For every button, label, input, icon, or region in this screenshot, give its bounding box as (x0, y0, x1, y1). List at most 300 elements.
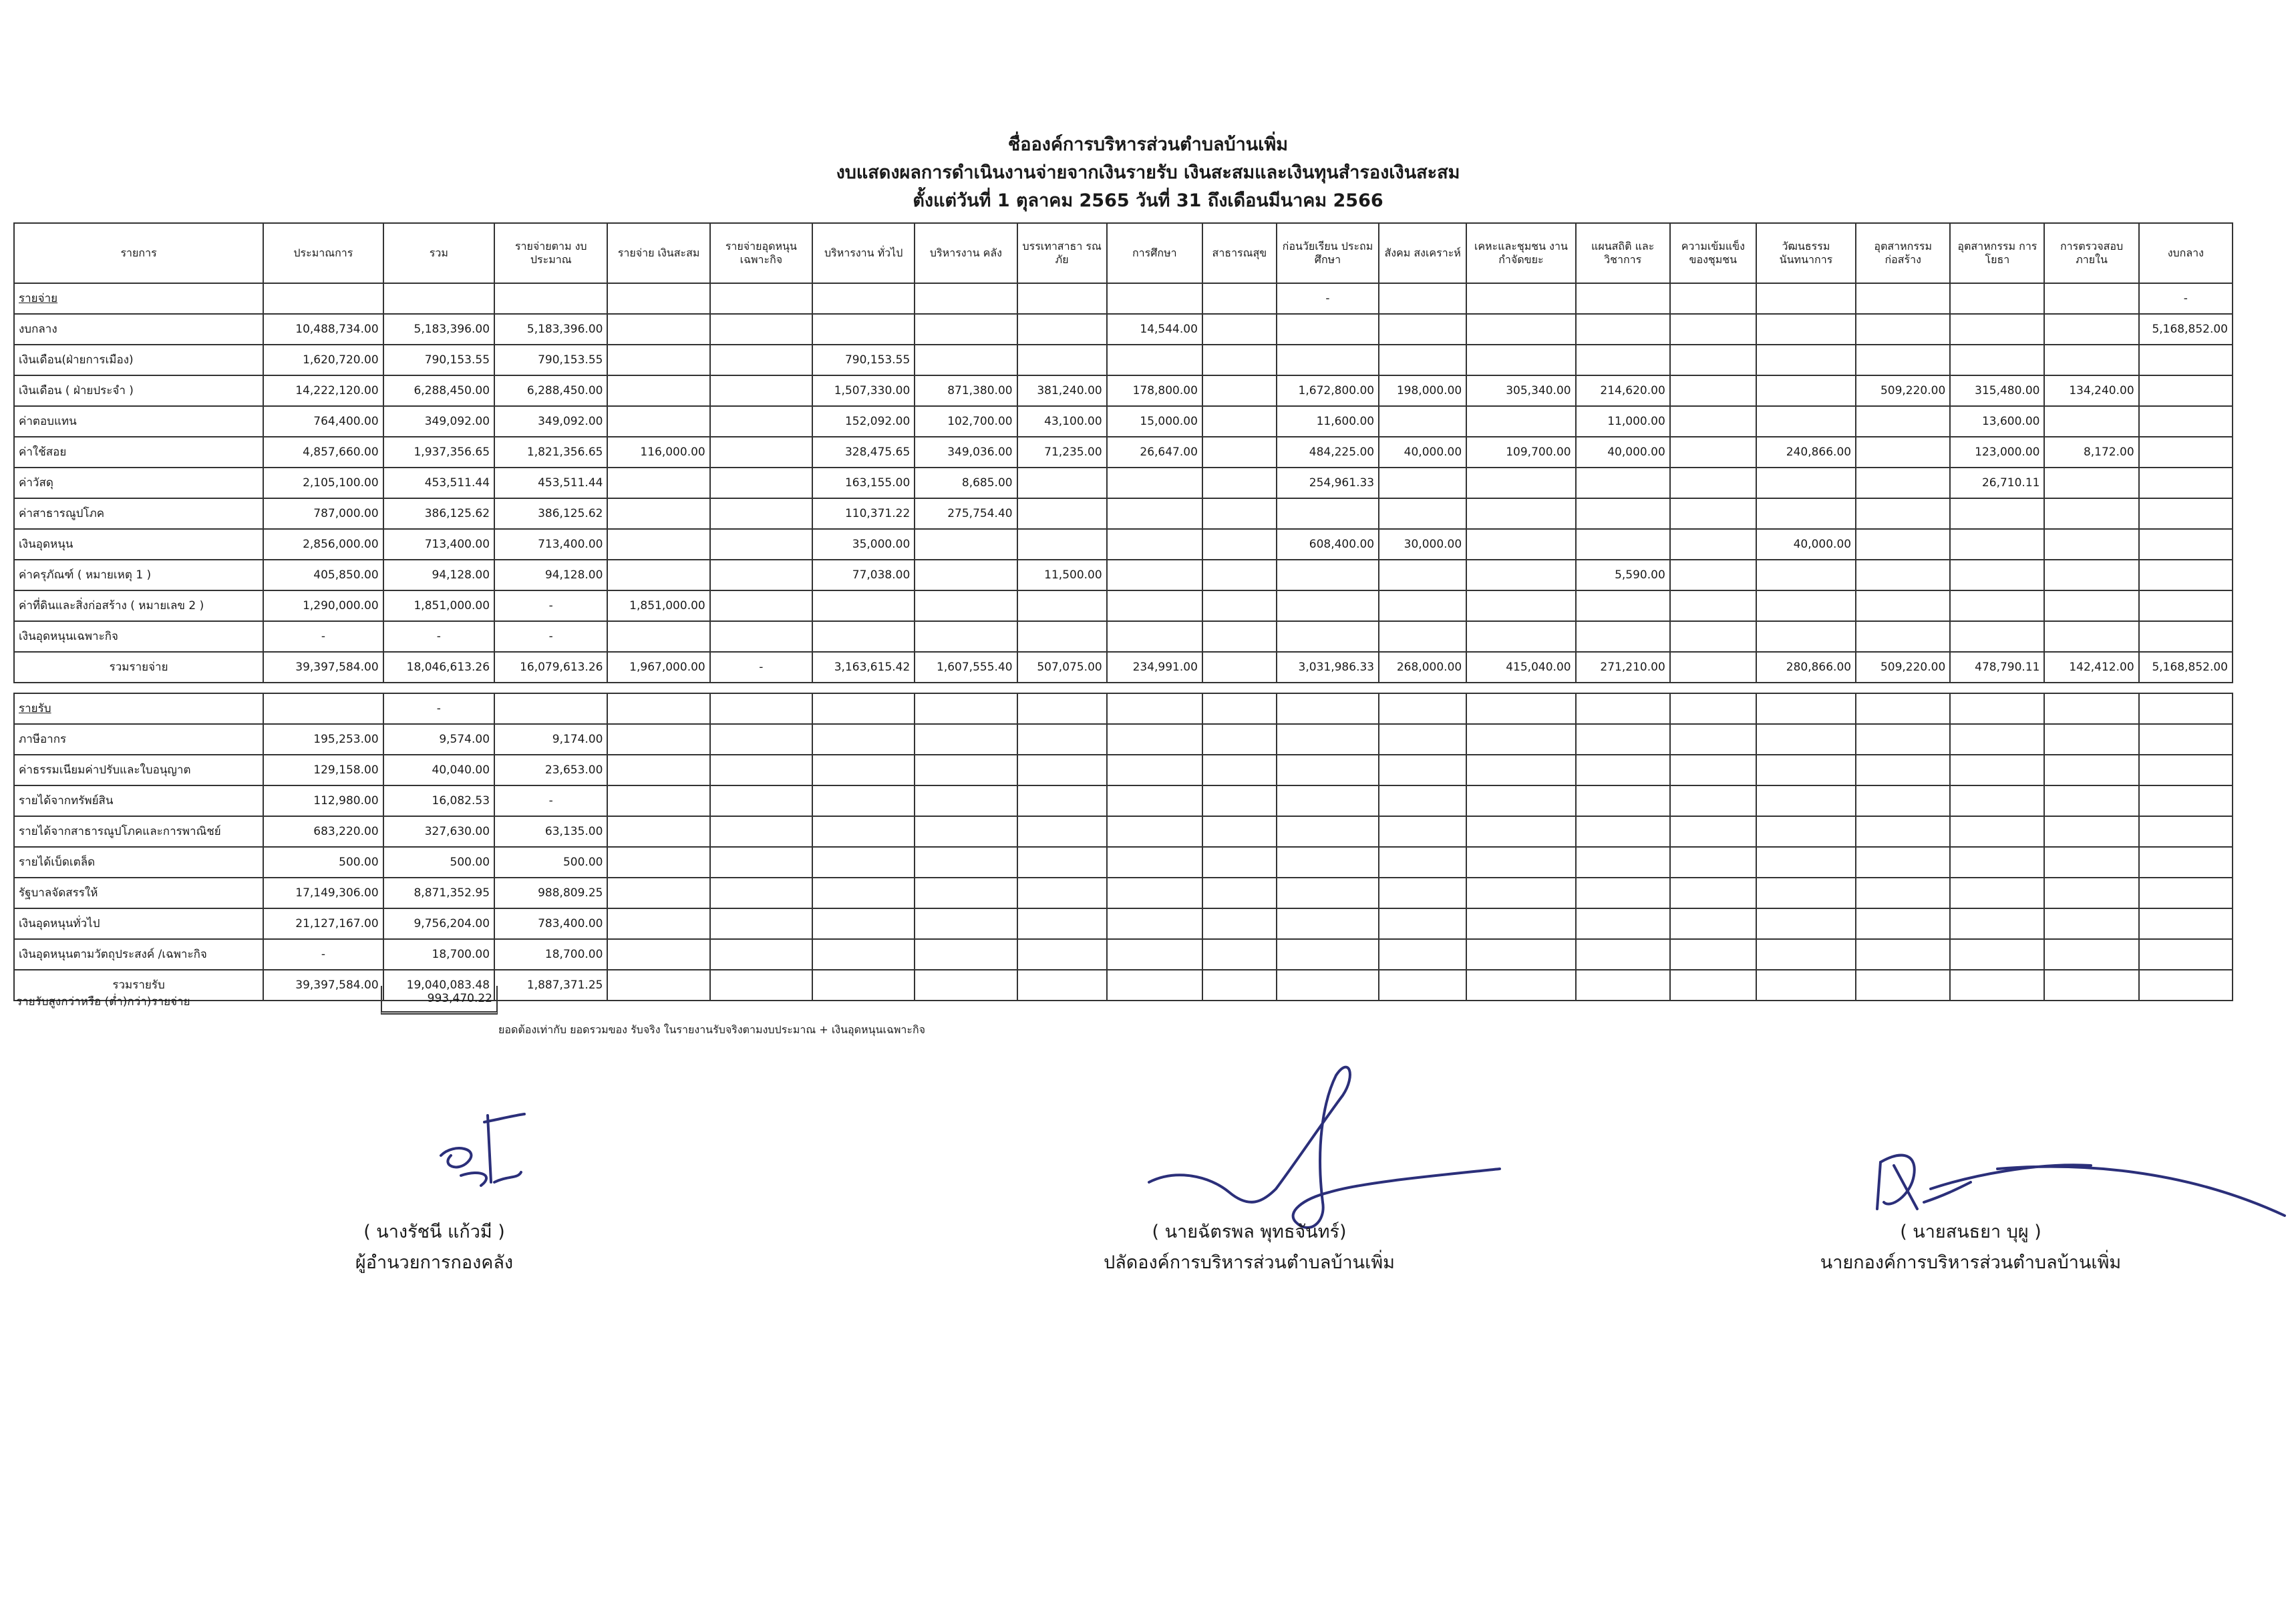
table-cell (812, 590, 915, 621)
table-cell (1756, 468, 1856, 498)
table-cell (2044, 785, 2138, 816)
table-cell (2044, 908, 2138, 939)
table-cell (1670, 590, 1756, 621)
table-cell (1107, 560, 1202, 590)
table-cell (812, 755, 915, 785)
table-cell (1670, 693, 1756, 724)
table-row (14, 406, 2233, 437)
table-row (14, 908, 2233, 939)
table-cell: 15,000.00 (1107, 406, 1202, 437)
table-cell (1466, 847, 1575, 878)
table-cell (1856, 693, 1950, 724)
table-cell (710, 847, 812, 878)
table-cell (1107, 529, 1202, 560)
table-cell: 63,135.00 (494, 816, 607, 847)
total-cell (1576, 970, 1670, 1001)
table-cell (1856, 939, 1950, 970)
row-label: ค่าตอบแทน (14, 406, 263, 437)
column-header: ประมาณการ (263, 223, 383, 283)
row-label: รายได้จากสาธารณูปโภคและการพาณิชย์ (14, 816, 263, 847)
table-cell (1017, 939, 1107, 970)
table-cell: 790,153.55 (812, 345, 915, 375)
table-cell (1670, 621, 1756, 652)
table-cell (2044, 498, 2138, 529)
table-cell (812, 816, 915, 847)
table-cell: 328,475.65 (812, 437, 915, 468)
table-cell (2139, 908, 2233, 939)
table-cell (1950, 755, 2044, 785)
table-cell: 26,647.00 (1107, 437, 1202, 468)
table-cell (1017, 816, 1107, 847)
table-cell (1856, 314, 1950, 345)
table-cell (812, 693, 915, 724)
table-cell (1277, 755, 1379, 785)
table-cell (1576, 498, 1670, 529)
table-cell (1576, 314, 1670, 345)
table-cell (607, 939, 709, 970)
table-cell (1277, 847, 1379, 878)
table-cell (1576, 529, 1670, 560)
table-cell: 17,149,306.00 (263, 878, 383, 908)
table-cell (1202, 437, 1277, 468)
table-cell (1202, 406, 1277, 437)
total-cell (1856, 970, 1950, 1001)
table-cell (1202, 724, 1277, 755)
table-cell (1950, 529, 2044, 560)
total-cell: 142,412.00 (2044, 652, 2138, 683)
table-cell: 500.00 (383, 847, 494, 878)
table-cell (2044, 621, 2138, 652)
table-cell: 214,620.00 (1576, 375, 1670, 406)
table-cell: 500.00 (494, 847, 607, 878)
table-cell (1670, 755, 1756, 785)
column-header: สังคม สงเคราะห์ (1379, 223, 1466, 283)
table-cell (1017, 283, 1107, 314)
total-cell: 5,168,852.00 (2139, 652, 2233, 683)
table-cell (263, 693, 383, 724)
table-cell: - (263, 939, 383, 970)
table-cell: 1,620,720.00 (263, 345, 383, 375)
table-cell: 254,961.33 (1277, 468, 1379, 498)
table-cell (2139, 755, 2233, 785)
table-cell (1107, 878, 1202, 908)
table-cell (2139, 437, 2233, 468)
column-header: ความเข้มแข็ง ของชุมชน (1670, 223, 1756, 283)
table-cell: - (494, 621, 607, 652)
table-cell: 6,288,450.00 (494, 375, 607, 406)
table-cell (2139, 785, 2233, 816)
table-cell: - (263, 621, 383, 652)
table-cell (1856, 724, 1950, 755)
total-cell: 39,397,584.00 (263, 652, 383, 683)
table-cell (1950, 314, 2044, 345)
total-cell (1017, 970, 1107, 1001)
table-cell (1017, 345, 1107, 375)
table-cell (1576, 345, 1670, 375)
total-cell: 1,607,555.40 (915, 652, 1017, 683)
table-cell (1017, 529, 1107, 560)
table-cell (1950, 724, 2044, 755)
signatory-2-position: ปลัดองค์การบริหารส่วนตำบลบ้านเพิ่ม (1104, 1252, 1395, 1273)
column-header: รายจ่ายตาม งบประมาณ (494, 223, 607, 283)
total-cell (607, 970, 709, 1001)
table-cell (1379, 498, 1466, 529)
column-header: การตรวจสอบ ภายใน (2044, 223, 2138, 283)
table-cell (1466, 560, 1575, 590)
table-cell (1856, 785, 1950, 816)
table-cell (812, 878, 915, 908)
total-cell: 280,866.00 (1756, 652, 1856, 683)
table-cell: 500.00 (263, 847, 383, 878)
table-cell (2139, 816, 2233, 847)
table-cell (1576, 283, 1670, 314)
column-header: ก่อนวัยเรียน ประถมศึกษา (1277, 223, 1379, 283)
table-cell (1202, 908, 1277, 939)
table-cell: 349,036.00 (915, 437, 1017, 468)
table-cell (1670, 314, 1756, 345)
table-cell (2139, 375, 2233, 406)
table-cell (1017, 878, 1107, 908)
table-cell (812, 847, 915, 878)
table-cell (1017, 314, 1107, 345)
table-cell (1670, 878, 1756, 908)
table-cell (1017, 468, 1107, 498)
table-cell (710, 939, 812, 970)
table-cell (1202, 590, 1277, 621)
table-cell: 16,082.53 (383, 785, 494, 816)
table-cell (1670, 468, 1756, 498)
org-title: ชื่อองค์การบริหารส่วนตำบลบ้านเพิ่ม (1007, 134, 1289, 155)
table-cell (710, 590, 812, 621)
table-cell (1856, 878, 1950, 908)
table-cell (1576, 785, 1670, 816)
table-cell: 123,000.00 (1950, 437, 2044, 468)
table-cell (1670, 345, 1756, 375)
table-cell (1856, 590, 1950, 621)
table-cell (1670, 816, 1756, 847)
table-cell: 152,092.00 (812, 406, 915, 437)
table-cell (1950, 939, 2044, 970)
table-cell (1202, 345, 1277, 375)
total-cell: 39,397,584.00 (263, 970, 383, 1001)
table-cell: 327,630.00 (383, 816, 494, 847)
expense_section-heading-row (14, 283, 2233, 314)
table-cell (1856, 529, 1950, 560)
row-label: ค่าสาธารณูปโภค (14, 498, 263, 529)
column-header: การศึกษา (1107, 223, 1202, 283)
table-cell (1107, 345, 1202, 375)
table-cell (1017, 908, 1107, 939)
table-cell (915, 939, 1017, 970)
table-cell: 94,128.00 (383, 560, 494, 590)
table-cell (812, 621, 915, 652)
table-cell (1576, 908, 1670, 939)
table-cell (710, 693, 812, 724)
separator-cell (14, 683, 2233, 693)
table-cell (1466, 621, 1575, 652)
table-cell (1576, 755, 1670, 785)
table-cell: 871,380.00 (915, 375, 1017, 406)
table-cell: 195,253.00 (263, 724, 383, 755)
table-cell (1756, 939, 1856, 970)
table-cell (1576, 693, 1670, 724)
table-row (14, 560, 2233, 590)
table-cell: 178,800.00 (1107, 375, 1202, 406)
table-cell (1466, 498, 1575, 529)
table-cell: 77,038.00 (812, 560, 915, 590)
table-cell (1277, 693, 1379, 724)
table-cell: 110,371.22 (812, 498, 915, 529)
total-cell (1379, 970, 1466, 1001)
total-label: รวมรายจ่าย (14, 652, 263, 683)
column-header: รายจ่ายอุดหนุน เฉพาะกิจ (710, 223, 812, 283)
table-cell (1856, 847, 1950, 878)
column-header: บริหารงาน คลัง (915, 223, 1017, 283)
table-cell: 8,871,352.95 (383, 878, 494, 908)
table-cell: - (2139, 283, 2233, 314)
table-cell: 608,400.00 (1277, 529, 1379, 560)
expense_section-heading: รายจ่าย (14, 283, 263, 314)
table-cell: 116,000.00 (607, 437, 709, 468)
table-cell (710, 878, 812, 908)
table-row (14, 816, 2233, 847)
table-cell (1107, 755, 1202, 785)
table-cell (2044, 529, 2138, 560)
table-cell (812, 785, 915, 816)
table-row (14, 939, 2233, 970)
table-cell: 13,600.00 (1950, 406, 2044, 437)
table-cell (607, 755, 709, 785)
table-row (14, 755, 2233, 785)
table-cell: 240,866.00 (1756, 437, 1856, 468)
table-cell (1466, 755, 1575, 785)
table-cell (1017, 847, 1107, 878)
table-cell (1670, 939, 1756, 970)
table-cell: 764,400.00 (263, 406, 383, 437)
table-cell (2044, 755, 2138, 785)
row-label: ภาษีอากร (14, 724, 263, 755)
table-cell: 30,000.00 (1379, 529, 1466, 560)
table-cell: 21,127,167.00 (263, 908, 383, 939)
table-cell: 315,480.00 (1950, 375, 2044, 406)
column-header: อุตสาหกรรม ก่อสร้าง (1856, 223, 1950, 283)
table-cell (1466, 468, 1575, 498)
total-cell (1107, 970, 1202, 1001)
table-cell: 790,153.55 (494, 345, 607, 375)
table-cell (1107, 847, 1202, 878)
column-header: รวม (383, 223, 494, 283)
table-cell (1107, 724, 1202, 755)
row-label: เงินอุดหนุนเฉพาะกิจ (14, 621, 263, 652)
table-cell (710, 314, 812, 345)
table-cell (915, 529, 1017, 560)
table-cell (1670, 283, 1756, 314)
total-cell: 1,967,000.00 (607, 652, 709, 683)
total-cell (710, 970, 812, 1001)
table-cell (1756, 345, 1856, 375)
total-cell: 507,075.00 (1017, 652, 1107, 683)
table-cell (915, 724, 1017, 755)
table-cell (607, 724, 709, 755)
header-row (14, 223, 2233, 283)
table-cell (1756, 498, 1856, 529)
total-cell (1670, 970, 1756, 1001)
table-cell (1756, 590, 1856, 621)
table-cell (1670, 724, 1756, 755)
table-cell (2139, 693, 2233, 724)
table-cell (2139, 724, 2233, 755)
total-cell (1466, 970, 1575, 1001)
table-cell (1950, 283, 2044, 314)
table-cell (1756, 755, 1856, 785)
table-cell: - (383, 621, 494, 652)
table-cell (1379, 939, 1466, 970)
table-cell: 9,574.00 (383, 724, 494, 755)
table-cell (607, 847, 709, 878)
table-cell (1756, 693, 1856, 724)
table-cell (1466, 283, 1575, 314)
income_section-heading: รายรับ (14, 693, 263, 724)
total-cell: 16,079,613.26 (494, 652, 607, 683)
table-cell (1202, 621, 1277, 652)
table-cell (1277, 785, 1379, 816)
table-cell (915, 314, 1017, 345)
table-cell (1017, 724, 1107, 755)
table-cell (1277, 345, 1379, 375)
table-cell (607, 621, 709, 652)
table-cell (2044, 345, 2138, 375)
table-cell (1277, 724, 1379, 755)
total-cell: 19,040,083.48 (383, 970, 494, 1001)
table-cell (915, 345, 1017, 375)
table-cell: 4,857,660.00 (263, 437, 383, 468)
table-cell (1379, 621, 1466, 652)
table-cell (1576, 621, 1670, 652)
table-cell (2139, 878, 2233, 908)
table-cell (915, 283, 1017, 314)
table-row (14, 375, 2233, 406)
table-cell: 349,092.00 (494, 406, 607, 437)
table-cell: 783,400.00 (494, 908, 607, 939)
table-cell (1202, 816, 1277, 847)
table-cell: 11,000.00 (1576, 406, 1670, 437)
table-cell (1379, 345, 1466, 375)
table-cell (1107, 498, 1202, 529)
table-cell (1756, 375, 1856, 406)
row-label: รายได้เบ็ดเตล็ด (14, 847, 263, 878)
table-row (14, 590, 2233, 621)
table-cell (1202, 314, 1277, 345)
table-cell (812, 908, 915, 939)
table-row (14, 621, 2233, 652)
table-cell (1856, 406, 1950, 437)
total-label: รวมรายรับ (14, 970, 263, 1001)
table-cell (1107, 621, 1202, 652)
table-cell (1670, 437, 1756, 468)
table-cell (1202, 693, 1277, 724)
table-cell: 988,809.25 (494, 878, 607, 908)
table-cell (812, 724, 915, 755)
table-cell (915, 560, 1017, 590)
table-cell (607, 816, 709, 847)
financial-table (13, 222, 2233, 1001)
table-cell: 18,700.00 (494, 939, 607, 970)
table-cell (1756, 724, 1856, 755)
table-cell: 11,500.00 (1017, 560, 1107, 590)
table-cell (915, 878, 1017, 908)
table-cell (1379, 816, 1466, 847)
table-cell (915, 908, 1017, 939)
total-cell: 1,887,371.25 (494, 970, 607, 1001)
table-row (14, 437, 2233, 468)
table-cell (1670, 785, 1756, 816)
table-cell: 1,851,000.00 (383, 590, 494, 621)
column-header: วัฒนธรรม นันทนาการ (1756, 223, 1856, 283)
table-cell (1856, 755, 1950, 785)
table-cell (1202, 939, 1277, 970)
table-cell (710, 816, 812, 847)
table-cell (915, 693, 1017, 724)
table-cell: 8,172.00 (2044, 437, 2138, 468)
signature-1 (421, 1102, 541, 1202)
expense_section-total-row (14, 652, 2233, 683)
total-cell (1670, 652, 1756, 683)
table-cell (1576, 724, 1670, 755)
table-cell (1576, 939, 1670, 970)
table-cell (710, 560, 812, 590)
table-cell (1107, 908, 1202, 939)
table-cell (2139, 847, 2233, 878)
table-row (14, 529, 2233, 560)
row-label: เงินอุดหนุนทั่วไป (14, 908, 263, 939)
table-cell (710, 283, 812, 314)
table-cell (2044, 939, 2138, 970)
table-cell (1202, 529, 1277, 560)
table-cell (1379, 560, 1466, 590)
table-cell (1950, 345, 2044, 375)
table-cell (1466, 816, 1575, 847)
row-label: ค่าใช้สอย (14, 437, 263, 468)
row-label: เงินอุดหนุนตามวัตถุประสงค์ /เฉพาะกิจ (14, 939, 263, 970)
table-cell: 9,756,204.00 (383, 908, 494, 939)
table-cell (1277, 816, 1379, 847)
table-cell: 787,000.00 (263, 498, 383, 529)
table-cell (1856, 498, 1950, 529)
table-cell (1202, 755, 1277, 785)
table-cell (2044, 693, 2138, 724)
table-cell (1756, 560, 1856, 590)
table-cell: 509,220.00 (1856, 375, 1950, 406)
table-cell (1756, 908, 1856, 939)
table-cell: 43,100.00 (1017, 406, 1107, 437)
table-cell (2044, 406, 2138, 437)
net-result-label: รายรับสูงกว่าหรือ (ต่ำ)กว่า)รายจ่าย (16, 995, 190, 1009)
table-cell (1756, 406, 1856, 437)
table-cell (1466, 724, 1575, 755)
table-cell: 71,235.00 (1017, 437, 1107, 468)
total-cell: 271,210.00 (1576, 652, 1670, 683)
column-header: บริหารงาน ทั่วไป (812, 223, 915, 283)
table-cell (1107, 590, 1202, 621)
column-header: งบกลาง (2139, 223, 2233, 283)
signatory-1-name: ( นางรัชนี แก้วมี ) (363, 1222, 505, 1242)
table-cell (2044, 847, 2138, 878)
table-cell: 8,685.00 (915, 468, 1017, 498)
table-row (14, 498, 2233, 529)
table-cell (1107, 283, 1202, 314)
table-cell (1379, 314, 1466, 345)
table-cell: 40,040.00 (383, 755, 494, 785)
